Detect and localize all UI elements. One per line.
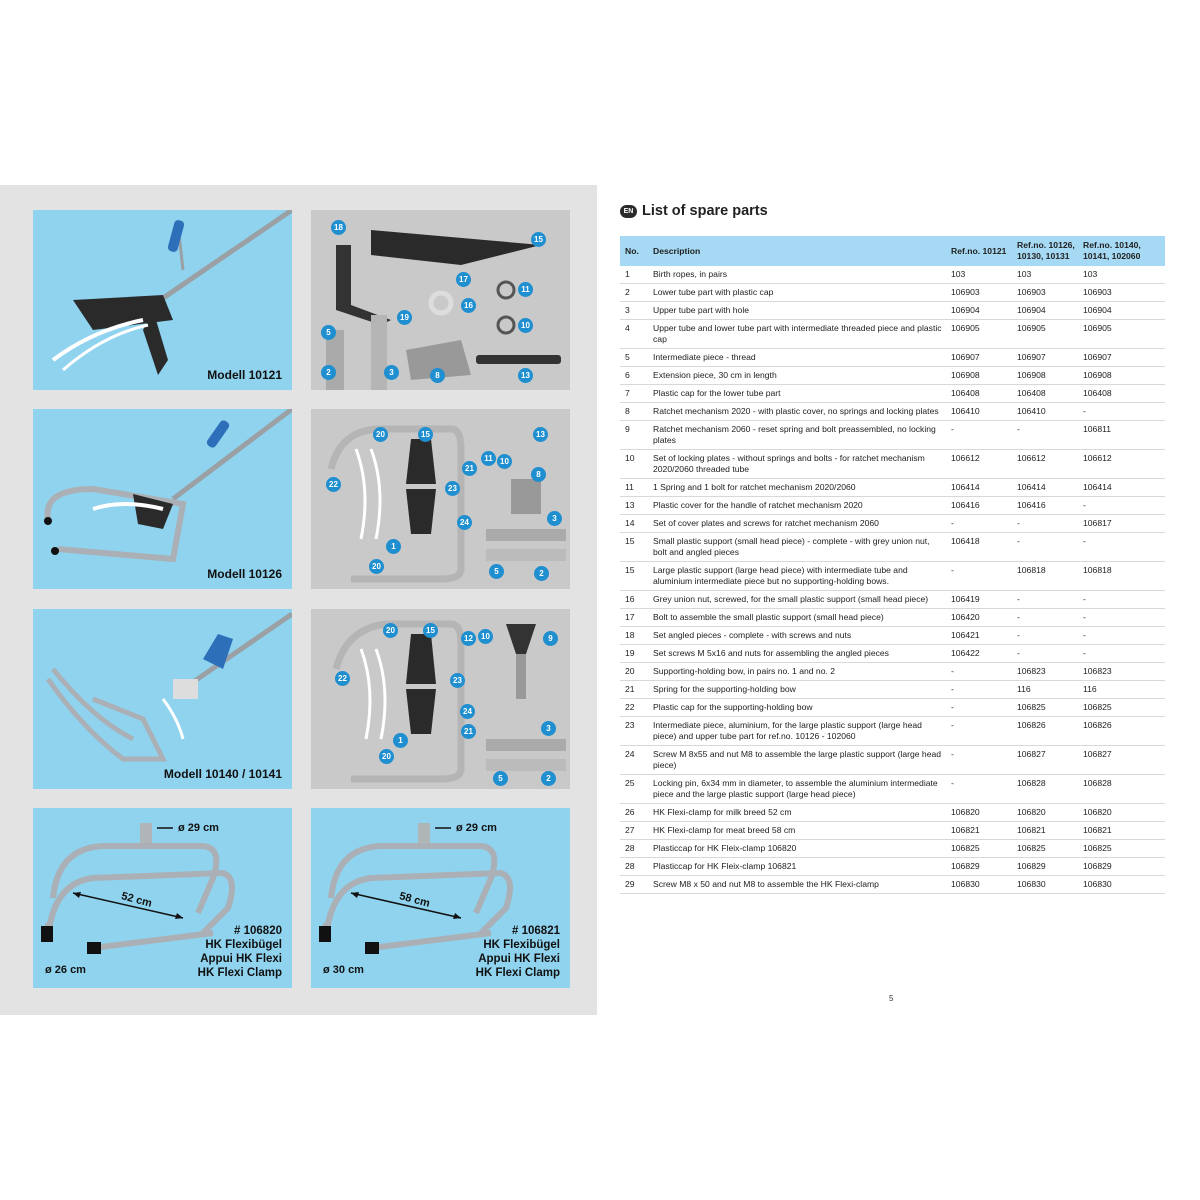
table-row [620, 479, 1165, 497]
ref-10140-cell: 106612 [1080, 450, 1165, 479]
ref-10121-cell: - [948, 681, 1014, 699]
description-cell: Upper tube part with hole [650, 302, 948, 320]
ref-10140-cell: 106811 [1080, 421, 1165, 450]
callout-number: 11 [481, 451, 496, 466]
table-row [620, 302, 1165, 320]
table-row [620, 840, 1165, 858]
ref-10126-cell: 106904 [1014, 302, 1080, 320]
ref-10121-cell: 106419 [948, 591, 1014, 609]
part-number-cell: 4 [620, 320, 650, 349]
ref-10126-cell: - [1014, 609, 1080, 627]
table-row [620, 699, 1165, 717]
part-number-cell: 19 [620, 645, 650, 663]
description-cell: HK Flexi-clamp for milk breed 52 cm [650, 804, 948, 822]
description-cell: Upper tube and lower tube part with intermediate threaded piece and plastic cap [650, 320, 948, 349]
table-row [620, 349, 1165, 367]
calving-aid-illustration [33, 409, 292, 589]
product-image-modell-10140-10141 [33, 609, 292, 789]
callout-number: 10 [497, 454, 512, 469]
page-title: List of spare parts [642, 203, 768, 219]
description-cell: Large plastic support (large head piece) with intermediate tube and aluminium intermediate piece but no supporting-holding bows. [650, 562, 948, 591]
part-number-cell: 16 [620, 591, 650, 609]
description-cell: Locking pin, 6x34 mm in diameter, to assemble the aluminium intermediate piece and the large plastic support (large head piece) [650, 775, 948, 804]
callout-number: 5 [493, 771, 508, 786]
table-row [620, 822, 1165, 840]
table-header-row [620, 236, 1165, 266]
table-row [620, 591, 1165, 609]
callout-number: 13 [518, 368, 533, 383]
ref-10140-cell: 106829 [1080, 858, 1165, 876]
callout-number: 15 [423, 623, 438, 638]
product-name-en: HK Flexi Clamp [475, 967, 560, 979]
callout-number: 8 [430, 368, 445, 383]
ref-10140-cell: - [1080, 403, 1165, 421]
table-row [620, 403, 1165, 421]
ref-10121-cell: 106418 [948, 533, 1014, 562]
description-cell: Bolt to assemble the small plastic support (small head piece) [650, 609, 948, 627]
ref-10126-cell: 106825 [1014, 699, 1080, 717]
ref-10121-cell: 106908 [948, 367, 1014, 385]
description-cell: Ratchet mechanism 2060 - reset spring and bolt preassembled, no locking plates [650, 421, 948, 450]
diameter-label: ø 26 cm [45, 964, 86, 976]
callout-number: 20 [379, 749, 394, 764]
table-row [620, 858, 1165, 876]
callout-number: 20 [373, 427, 388, 442]
callout-number: 15 [418, 427, 433, 442]
table-row [620, 562, 1165, 591]
callout-number: 22 [326, 477, 341, 492]
description-cell: Plastic cap for the lower tube part [650, 385, 948, 403]
description-cell: Set of cover plates and screws for ratchet mechanism 2060 [650, 515, 948, 533]
ref-10121-cell: 106416 [948, 497, 1014, 515]
callout-number: 2 [534, 566, 549, 581]
column-header: Ref.no. 10126, 10130, 10131 [1017, 240, 1075, 261]
part-number-cell: 18 [620, 627, 650, 645]
ref-10140-cell: - [1080, 497, 1165, 515]
ref-10140-cell: 106818 [1080, 562, 1165, 591]
ref-10121-cell: 106422 [948, 645, 1014, 663]
ref-10126-cell: 106903 [1014, 284, 1080, 302]
ref-10140-cell: 106820 [1080, 804, 1165, 822]
part-number-cell: 27 [620, 822, 650, 840]
callout-number: 22 [335, 671, 350, 686]
part-number-cell: 11 [620, 479, 650, 497]
calving-aid-illustration [33, 609, 292, 789]
ref-10121-cell: - [948, 746, 1014, 775]
ref-10126-cell: 116 [1014, 681, 1080, 699]
exploded-parts-image-10121 [311, 210, 570, 390]
callout-number: 17 [456, 272, 471, 287]
description-cell: Grey union nut, screwed, for the small plastic support (small head piece) [650, 591, 948, 609]
description-cell: Birth ropes, in pairs [650, 266, 948, 284]
article-number: # 106821 [512, 925, 560, 937]
description-cell: Set angled pieces - complete - with screws and nuts [650, 627, 948, 645]
part-number-cell: 22 [620, 699, 650, 717]
callout-number: 2 [541, 771, 556, 786]
callout-number: 15 [531, 232, 546, 247]
ref-10140-cell: 106903 [1080, 284, 1165, 302]
table-row [620, 515, 1165, 533]
callout-number: 23 [445, 481, 460, 496]
part-number-cell: 21 [620, 681, 650, 699]
ref-10140-cell: - [1080, 627, 1165, 645]
ref-10126-cell: - [1014, 533, 1080, 562]
description-cell: Plasticcap for HK Fleix-clamp 106821 [650, 858, 948, 876]
ref-10140-cell: 106828 [1080, 775, 1165, 804]
ref-10121-cell: 106612 [948, 450, 1014, 479]
table-row [620, 450, 1165, 479]
ref-10126-cell: 106905 [1014, 320, 1080, 349]
callout-number: 19 [397, 310, 412, 325]
description-cell: Ratchet mechanism 2020 - with plastic cover, no springs and locking plates [650, 403, 948, 421]
page-number: 5 [889, 994, 894, 1003]
ref-10126-cell: 106825 [1014, 840, 1080, 858]
table-row [620, 284, 1165, 302]
ref-10126-cell: 106821 [1014, 822, 1080, 840]
part-number-cell: 14 [620, 515, 650, 533]
ref-10140-cell: 106825 [1080, 840, 1165, 858]
exploded-parts-image-10140 [311, 609, 570, 789]
callout-number: 12 [461, 631, 476, 646]
ref-10140-cell: 106830 [1080, 876, 1165, 894]
callout-number: 23 [450, 673, 465, 688]
description-cell: Plastic cover for the handle of ratchet mechanism 2020 [650, 497, 948, 515]
description-cell: Small plastic support (small head piece) - complete - with grey union nut, bolt and angled pieces [650, 533, 948, 562]
column-header: No. [625, 245, 639, 256]
table-body [620, 266, 1165, 894]
width-label: 58 cm [397, 890, 432, 910]
part-number-cell: 13 [620, 497, 650, 515]
table-row [620, 609, 1165, 627]
description-cell: Intermediate piece, aluminium, for the large plastic support (large head piece) and upper tube part for ref.no. 10126 - 102060 [650, 717, 948, 746]
ref-10140-cell: 106414 [1080, 479, 1165, 497]
callout-number: 5 [489, 564, 504, 579]
ref-10121-cell: 106903 [948, 284, 1014, 302]
ref-10126-cell: - [1014, 645, 1080, 663]
callout-number: 16 [461, 298, 476, 313]
table-row [620, 746, 1165, 775]
part-number-cell: 23 [620, 717, 650, 746]
table-row [620, 627, 1165, 645]
ref-10140-cell: 106827 [1080, 746, 1165, 775]
callout-number: 3 [384, 365, 399, 380]
diameter-label: ø 29 cm [178, 822, 219, 834]
description-cell: HK Flexi-clamp for meat breed 58 cm [650, 822, 948, 840]
ref-10126-cell: 106818 [1014, 562, 1080, 591]
diameter-label: ø 30 cm [323, 964, 364, 976]
part-number-cell: 3 [620, 302, 650, 320]
part-number-cell: 1 [620, 266, 650, 284]
spare-parts-section [620, 200, 1165, 889]
ref-10126-cell: 106820 [1014, 804, 1080, 822]
ref-10121-cell: 106421 [948, 627, 1014, 645]
clamp-caption [198, 924, 282, 980]
ref-10121-cell: - [948, 717, 1014, 746]
product-name-de: HK Flexibügel [205, 939, 282, 951]
ref-10140-cell: 106817 [1080, 515, 1165, 533]
ref-10126-cell: 106823 [1014, 663, 1080, 681]
ref-10140-cell: 106907 [1080, 349, 1165, 367]
callout-number: 10 [478, 629, 493, 644]
ref-10121-cell: 106820 [948, 804, 1014, 822]
ref-10121-cell: 106905 [948, 320, 1014, 349]
callout-number: 10 [518, 318, 533, 333]
part-number-cell: 7 [620, 385, 650, 403]
part-number-cell: 26 [620, 804, 650, 822]
product-name-de: HK Flexibügel [483, 939, 560, 951]
table-row [620, 497, 1165, 515]
ref-10121-cell: 106414 [948, 479, 1014, 497]
description-cell: 1 Spring and 1 bolt for ratchet mechanism 2020/2060 [650, 479, 948, 497]
table-row [620, 367, 1165, 385]
ref-10126-cell: - [1014, 627, 1080, 645]
callout-number: 9 [543, 631, 558, 646]
description-cell: Plastic cap for the supporting-holding bow [650, 699, 948, 717]
table-row [620, 775, 1165, 804]
callout-number: 21 [461, 724, 476, 739]
exploded-parts-image-10126 [311, 409, 570, 589]
product-name-fr: Appui HK Flexi [478, 953, 560, 965]
ref-10121-cell: 106420 [948, 609, 1014, 627]
ref-10126-cell: 106612 [1014, 450, 1080, 479]
ref-10126-cell: 106829 [1014, 858, 1080, 876]
part-number-cell: 28 [620, 858, 650, 876]
table-row [620, 804, 1165, 822]
flexi-clamp-image-106820 [33, 808, 292, 988]
callout-number: 1 [393, 733, 408, 748]
callout-number: 8 [531, 467, 546, 482]
table-row [620, 385, 1165, 403]
description-cell: Set of locking plates - without springs and bolts - for ratchet mechanism 2020/2060 threaded tube [650, 450, 948, 479]
description-cell: Lower tube part with plastic cap [650, 284, 948, 302]
ref-10121-cell: - [948, 775, 1014, 804]
model-caption: Modell 10126 [207, 567, 282, 581]
callout-number: 5 [321, 325, 336, 340]
part-number-cell: 28 [620, 840, 650, 858]
ref-10126-cell: 106826 [1014, 717, 1080, 746]
ref-10140-cell: 106826 [1080, 717, 1165, 746]
ref-10126-cell: 103 [1014, 266, 1080, 284]
column-header: Description [653, 245, 701, 256]
description-cell: Extension piece, 30 cm in length [650, 367, 948, 385]
table-row [620, 663, 1165, 681]
ref-10126-cell: 106907 [1014, 349, 1080, 367]
description-cell: Screw M8 x 50 and nut M8 to assemble the HK Flexi-clamp [650, 876, 948, 894]
ref-10121-cell: - [948, 515, 1014, 533]
callout-number: 11 [518, 282, 533, 297]
ref-10126-cell: 106410 [1014, 403, 1080, 421]
ref-10121-cell: 106830 [948, 876, 1014, 894]
ref-10121-cell: 103 [948, 266, 1014, 284]
calving-aid-illustration [33, 210, 292, 390]
diameter-label: ø 29 cm [456, 822, 497, 834]
part-number-cell: 9 [620, 421, 650, 450]
model-caption: Modell 10140 / 10141 [163, 767, 282, 781]
ref-10121-cell: - [948, 699, 1014, 717]
product-image-modell-10126 [33, 409, 292, 589]
ref-10126-cell: - [1014, 421, 1080, 450]
ref-10126-cell: - [1014, 591, 1080, 609]
part-number-cell: 17 [620, 609, 650, 627]
callout-number: 2 [321, 365, 336, 380]
product-image-modell-10121 [33, 210, 292, 390]
ref-10121-cell: - [948, 421, 1014, 450]
product-images-panel [0, 185, 597, 1015]
product-name-en: HK Flexi Clamp [197, 967, 282, 979]
ref-10126-cell: 106830 [1014, 876, 1080, 894]
ref-10121-cell: 106825 [948, 840, 1014, 858]
table-row [620, 681, 1165, 699]
ref-10121-cell: - [948, 663, 1014, 681]
ref-10126-cell: 106416 [1014, 497, 1080, 515]
flexi-clamp-image-106821 [311, 808, 570, 988]
description-cell: Spring for the supporting-holding bow [650, 681, 948, 699]
callout-number: 18 [331, 220, 346, 235]
spare-parts-table [620, 236, 1165, 894]
callout-number: 3 [541, 721, 556, 736]
ref-10140-cell: - [1080, 609, 1165, 627]
description-cell: Screw M 8x55 and nut M8 to assemble the large plastic support (large head piece) [650, 746, 948, 775]
table-row [620, 320, 1165, 349]
callout-number: 21 [462, 461, 477, 476]
part-number-cell: 25 [620, 775, 650, 804]
ref-10140-cell: - [1080, 645, 1165, 663]
ref-10126-cell: 106827 [1014, 746, 1080, 775]
callout-number: 20 [383, 623, 398, 638]
callout-number: 24 [457, 515, 472, 530]
section-heading [620, 200, 1165, 222]
ref-10126-cell: - [1014, 515, 1080, 533]
table-row [620, 266, 1165, 284]
ref-10140-cell: 106823 [1080, 663, 1165, 681]
callout-number: 24 [460, 704, 475, 719]
table-row [620, 533, 1165, 562]
description-cell: Supporting-holding bow, in pairs no. 1 and no. 2 [650, 663, 948, 681]
ref-10126-cell: 106408 [1014, 385, 1080, 403]
part-number-cell: 29 [620, 876, 650, 894]
callout-number: 13 [533, 427, 548, 442]
part-number-cell: 2 [620, 284, 650, 302]
ref-10121-cell: 106829 [948, 858, 1014, 876]
column-header: Ref.no. 10140, 10141, 102060 [1083, 240, 1141, 261]
ref-10121-cell: - [948, 562, 1014, 591]
ref-10121-cell: 106904 [948, 302, 1014, 320]
ref-10140-cell: 106908 [1080, 367, 1165, 385]
ref-10140-cell: 103 [1080, 266, 1165, 284]
width-label: 52 cm [119, 890, 154, 910]
parts-illustration [311, 609, 570, 789]
ref-10126-cell: 106908 [1014, 367, 1080, 385]
part-number-cell: 15 [620, 533, 650, 562]
ref-10140-cell: 106821 [1080, 822, 1165, 840]
description-cell: Intermediate piece - thread [650, 349, 948, 367]
part-number-cell: 15 [620, 562, 650, 591]
part-number-cell: 6 [620, 367, 650, 385]
ref-10121-cell: 106408 [948, 385, 1014, 403]
callout-number: 20 [369, 559, 384, 574]
ref-10140-cell: 106904 [1080, 302, 1165, 320]
ref-10140-cell: 116 [1080, 681, 1165, 699]
ref-10121-cell: 106410 [948, 403, 1014, 421]
ref-10126-cell: 106414 [1014, 479, 1080, 497]
part-number-cell: 8 [620, 403, 650, 421]
clamp-caption [476, 924, 560, 980]
table-row [620, 421, 1165, 450]
ref-10126-cell: 106828 [1014, 775, 1080, 804]
ref-10140-cell: - [1080, 591, 1165, 609]
ref-10140-cell: 106408 [1080, 385, 1165, 403]
part-number-cell: 24 [620, 746, 650, 775]
ref-10121-cell: 106907 [948, 349, 1014, 367]
language-badge: EN [620, 205, 637, 218]
ref-10121-cell: 106821 [948, 822, 1014, 840]
article-number: # 106820 [234, 925, 282, 937]
table-row [620, 645, 1165, 663]
part-number-cell: 10 [620, 450, 650, 479]
callout-number: 3 [547, 511, 562, 526]
parts-illustration [311, 409, 570, 589]
ref-10140-cell: - [1080, 533, 1165, 562]
description-cell: Set screws M 5x16 and nuts for assembling the angled pieces [650, 645, 948, 663]
description-cell: Plasticcap for HK Fleix-clamp 106820 [650, 840, 948, 858]
ref-10140-cell: 106825 [1080, 699, 1165, 717]
column-header: Ref.no. 10121 [951, 245, 1007, 256]
table-row [620, 717, 1165, 746]
model-caption: Modell 10121 [207, 368, 282, 382]
part-number-cell: 5 [620, 349, 650, 367]
part-number-cell: 20 [620, 663, 650, 681]
product-name-fr: Appui HK Flexi [200, 953, 282, 965]
ref-10140-cell: 106905 [1080, 320, 1165, 349]
callout-number: 1 [386, 539, 401, 554]
table-row [620, 876, 1165, 894]
